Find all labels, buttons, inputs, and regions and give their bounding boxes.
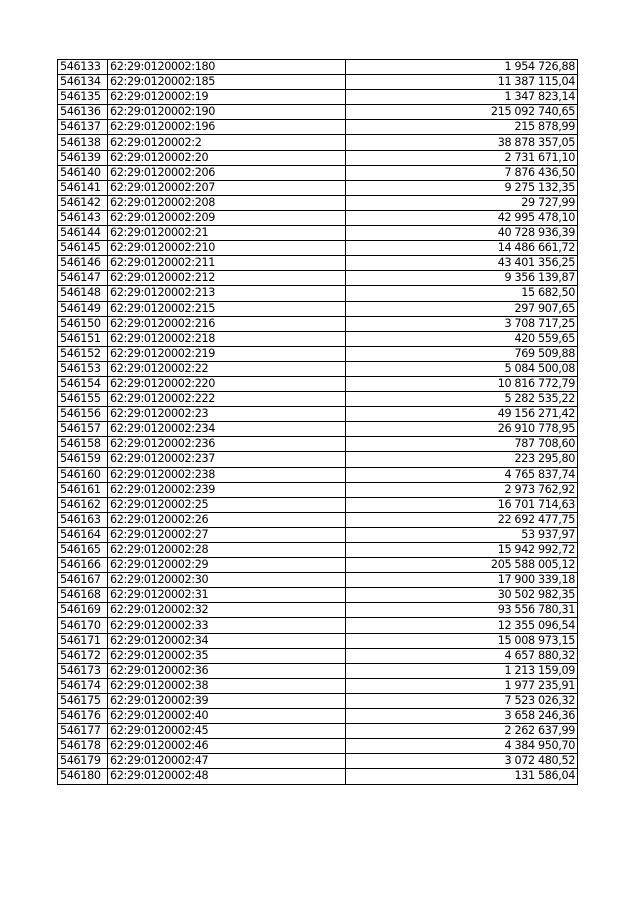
cadastral-value-cell: 9 356 139,87 [346,271,578,286]
cadastral-number-cell: 62:29:0120002:29 [108,558,346,573]
cadastral-number-cell: 62:29:0120002:31 [108,588,346,603]
cadastral-value-cell: 16 701 714,63 [346,497,578,512]
cadastral-number-cell: 62:29:0120002:218 [108,331,346,346]
table-row [58,376,578,391]
row-number-cell: 546159 [58,452,108,467]
table-row [58,618,578,633]
row-number-cell: 546174 [58,678,108,693]
row-number-cell: 546178 [58,739,108,754]
table-row [58,346,578,361]
row-number-cell: 546164 [58,527,108,542]
table-row [58,497,578,512]
table-row [58,226,578,241]
cadastral-value-cell: 4 765 837,74 [346,467,578,482]
cadastral-number-cell: 62:29:0120002:34 [108,633,346,648]
table-row [58,452,578,467]
row-number-cell: 546149 [58,301,108,316]
table-row [58,437,578,452]
table-row [58,256,578,271]
cadastral-number-cell: 62:29:0120002:46 [108,739,346,754]
cadastral-number-cell: 62:29:0120002:234 [108,422,346,437]
cadastral-value-table [57,59,578,785]
row-number-cell: 546170 [58,618,108,633]
row-number-cell: 546165 [58,543,108,558]
table-row [58,648,578,663]
cadastral-value-cell: 22 692 477,75 [346,512,578,527]
cadastral-number-cell: 62:29:0120002:47 [108,754,346,769]
row-number-cell: 546148 [58,286,108,301]
table-row [58,195,578,210]
cadastral-value-cell: 215 878,99 [346,120,578,135]
cadastral-value-cell: 15 942 992,72 [346,543,578,558]
row-number-cell: 546168 [58,588,108,603]
table-row [58,286,578,301]
cadastral-number-cell: 62:29:0120002:32 [108,603,346,618]
row-number-cell: 546160 [58,467,108,482]
cadastral-number-cell: 62:29:0120002:210 [108,241,346,256]
cadastral-value-cell: 131 586,04 [346,769,578,784]
cadastral-value-cell: 42 995 478,10 [346,210,578,225]
row-number-cell: 546154 [58,376,108,391]
table-row [58,316,578,331]
table-row [58,633,578,648]
table-row [58,558,578,573]
cadastral-number-cell: 62:29:0120002:220 [108,376,346,391]
cadastral-number-cell: 62:29:0120002:28 [108,543,346,558]
table-row [58,407,578,422]
cadastral-number-cell: 62:29:0120002:19 [108,90,346,105]
row-number-cell: 546171 [58,633,108,648]
cadastral-number-cell: 62:29:0120002:38 [108,678,346,693]
table-row [58,210,578,225]
table-row [58,693,578,708]
cadastral-number-cell: 62:29:0120002:190 [108,105,346,120]
table-row [58,603,578,618]
cadastral-value-cell: 205 588 005,12 [346,558,578,573]
row-number-cell: 546141 [58,180,108,195]
cadastral-value-cell: 12 355 096,54 [346,618,578,633]
row-number-cell: 546179 [58,754,108,769]
row-number-cell: 546161 [58,482,108,497]
cadastral-number-cell: 62:29:0120002:48 [108,769,346,784]
cadastral-number-cell: 62:29:0120002:2 [108,135,346,150]
table-row [58,482,578,497]
row-number-cell: 546158 [58,437,108,452]
cadastral-number-cell: 62:29:0120002:206 [108,165,346,180]
row-number-cell: 546156 [58,407,108,422]
row-number-cell: 546136 [58,105,108,120]
cadastral-number-cell: 62:29:0120002:196 [108,120,346,135]
cadastral-number-cell: 62:29:0120002:237 [108,452,346,467]
cadastral-value-cell: 43 401 356,25 [346,256,578,271]
table-row [58,754,578,769]
cadastral-value-cell: 769 509,88 [346,346,578,361]
cadastral-number-cell: 62:29:0120002:222 [108,392,346,407]
cadastral-value-cell: 5 084 500,08 [346,361,578,376]
table-row [58,512,578,527]
row-number-cell: 546180 [58,769,108,784]
row-number-cell: 546176 [58,709,108,724]
row-number-cell: 546169 [58,603,108,618]
cadastral-value-cell: 38 878 357,05 [346,135,578,150]
cadastral-value-cell: 53 937,97 [346,527,578,542]
table-row [58,105,578,120]
row-number-cell: 546143 [58,210,108,225]
table-row [58,135,578,150]
row-number-cell: 546172 [58,648,108,663]
row-number-cell: 546166 [58,558,108,573]
cadastral-number-cell: 62:29:0120002:215 [108,301,346,316]
table-row [58,120,578,135]
row-number-cell: 546153 [58,361,108,376]
row-number-cell: 546151 [58,331,108,346]
cadastral-number-cell: 62:29:0120002:21 [108,226,346,241]
table-row [58,60,578,75]
table-row [58,527,578,542]
cadastral-value-cell: 2 731 671,10 [346,150,578,165]
cadastral-value-cell: 15 682,50 [346,286,578,301]
row-number-cell: 546133 [58,60,108,75]
row-number-cell: 546137 [58,120,108,135]
table-row [58,663,578,678]
table-row [58,301,578,316]
table-body [58,60,578,785]
cadastral-number-cell: 62:29:0120002:22 [108,361,346,376]
table-row [58,361,578,376]
cadastral-value-cell: 297 907,65 [346,301,578,316]
cadastral-number-cell: 62:29:0120002:35 [108,648,346,663]
cadastral-value-cell: 420 559,65 [346,331,578,346]
cadastral-value-cell: 9 275 132,35 [346,180,578,195]
cadastral-number-cell: 62:29:0120002:25 [108,497,346,512]
cadastral-number-cell: 62:29:0120002:212 [108,271,346,286]
cadastral-value-cell: 11 387 115,04 [346,75,578,90]
cadastral-number-cell: 62:29:0120002:219 [108,346,346,361]
cadastral-value-cell: 223 295,80 [346,452,578,467]
table-row [58,543,578,558]
cadastral-value-cell: 93 556 780,31 [346,603,578,618]
cadastral-value-cell: 787 708,60 [346,437,578,452]
table-row [58,165,578,180]
cadastral-value-cell: 4 657 880,32 [346,648,578,663]
row-number-cell: 546147 [58,271,108,286]
cadastral-value-cell: 26 910 778,95 [346,422,578,437]
cadastral-number-cell: 62:29:0120002:23 [108,407,346,422]
table-row [58,271,578,286]
cadastral-value-cell: 40 728 936,39 [346,226,578,241]
cadastral-value-cell: 7 876 436,50 [346,165,578,180]
table-row [58,90,578,105]
table-row [58,709,578,724]
row-number-cell: 546134 [58,75,108,90]
cadastral-value-cell: 29 727,99 [346,195,578,210]
table-row [58,331,578,346]
table-row [58,769,578,784]
cadastral-value-cell: 215 092 740,65 [346,105,578,120]
cadastral-value-cell: 3 708 717,25 [346,316,578,331]
table-row [58,422,578,437]
cadastral-number-cell: 62:29:0120002:20 [108,150,346,165]
cadastral-value-cell: 30 502 982,35 [346,588,578,603]
row-number-cell: 546157 [58,422,108,437]
row-number-cell: 546155 [58,392,108,407]
row-number-cell: 546167 [58,573,108,588]
cadastral-value-cell: 15 008 973,15 [346,633,578,648]
cadastral-value-cell: 49 156 271,42 [346,407,578,422]
cadastral-number-cell: 62:29:0120002:39 [108,693,346,708]
cadastral-number-cell: 62:29:0120002:45 [108,724,346,739]
cadastral-number-cell: 62:29:0120002:36 [108,663,346,678]
cadastral-number-cell: 62:29:0120002:216 [108,316,346,331]
table-row [58,739,578,754]
cadastral-value-cell: 1 347 823,14 [346,90,578,105]
cadastral-number-cell: 62:29:0120002:40 [108,709,346,724]
row-number-cell: 546146 [58,256,108,271]
cadastral-value-cell: 3 658 246,36 [346,709,578,724]
row-number-cell: 546163 [58,512,108,527]
cadastral-number-cell: 62:29:0120002:238 [108,467,346,482]
cadastral-number-cell: 62:29:0120002:213 [108,286,346,301]
row-number-cell: 546135 [58,90,108,105]
cadastral-number-cell: 62:29:0120002:207 [108,180,346,195]
row-number-cell: 546173 [58,663,108,678]
row-number-cell: 546140 [58,165,108,180]
row-number-cell: 546142 [58,195,108,210]
cadastral-number-cell: 62:29:0120002:30 [108,573,346,588]
cadastral-number-cell: 62:29:0120002:185 [108,75,346,90]
table-row [58,724,578,739]
table-row [58,588,578,603]
cadastral-value-cell: 14 486 661,72 [346,241,578,256]
cadastral-value-cell: 1 977 235,91 [346,678,578,693]
cadastral-value-cell: 2 262 637,99 [346,724,578,739]
table-row [58,678,578,693]
row-number-cell: 546138 [58,135,108,150]
cadastral-number-cell: 62:29:0120002:239 [108,482,346,497]
cadastral-number-cell: 62:29:0120002:209 [108,210,346,225]
row-number-cell: 546175 [58,693,108,708]
table-row [58,180,578,195]
cadastral-value-cell: 2 973 762,92 [346,482,578,497]
table-row [58,467,578,482]
row-number-cell: 546139 [58,150,108,165]
cadastral-number-cell: 62:29:0120002:33 [108,618,346,633]
cadastral-number-cell: 62:29:0120002:180 [108,60,346,75]
cadastral-value-cell: 3 072 480,52 [346,754,578,769]
cadastral-number-cell: 62:29:0120002:211 [108,256,346,271]
row-number-cell: 546152 [58,346,108,361]
row-number-cell: 546162 [58,497,108,512]
cadastral-value-cell: 5 282 535,22 [346,392,578,407]
cadastral-value-cell: 1 213 159,09 [346,663,578,678]
row-number-cell: 546177 [58,724,108,739]
row-number-cell: 546150 [58,316,108,331]
cadastral-value-cell: 4 384 950,70 [346,739,578,754]
cadastral-number-cell: 62:29:0120002:236 [108,437,346,452]
cadastral-value-cell: 10 816 772,79 [346,376,578,391]
cadastral-value-cell: 7 523 026,32 [346,693,578,708]
cadastral-number-cell: 62:29:0120002:26 [108,512,346,527]
row-number-cell: 546145 [58,241,108,256]
table-row [58,241,578,256]
cadastral-number-cell: 62:29:0120002:208 [108,195,346,210]
table-row [58,150,578,165]
table-row [58,392,578,407]
table-row [58,573,578,588]
cadastral-value-cell: 1 954 726,88 [346,60,578,75]
row-number-cell: 546144 [58,226,108,241]
cadastral-value-cell: 17 900 339,18 [346,573,578,588]
table-row [58,75,578,90]
cadastral-number-cell: 62:29:0120002:27 [108,527,346,542]
